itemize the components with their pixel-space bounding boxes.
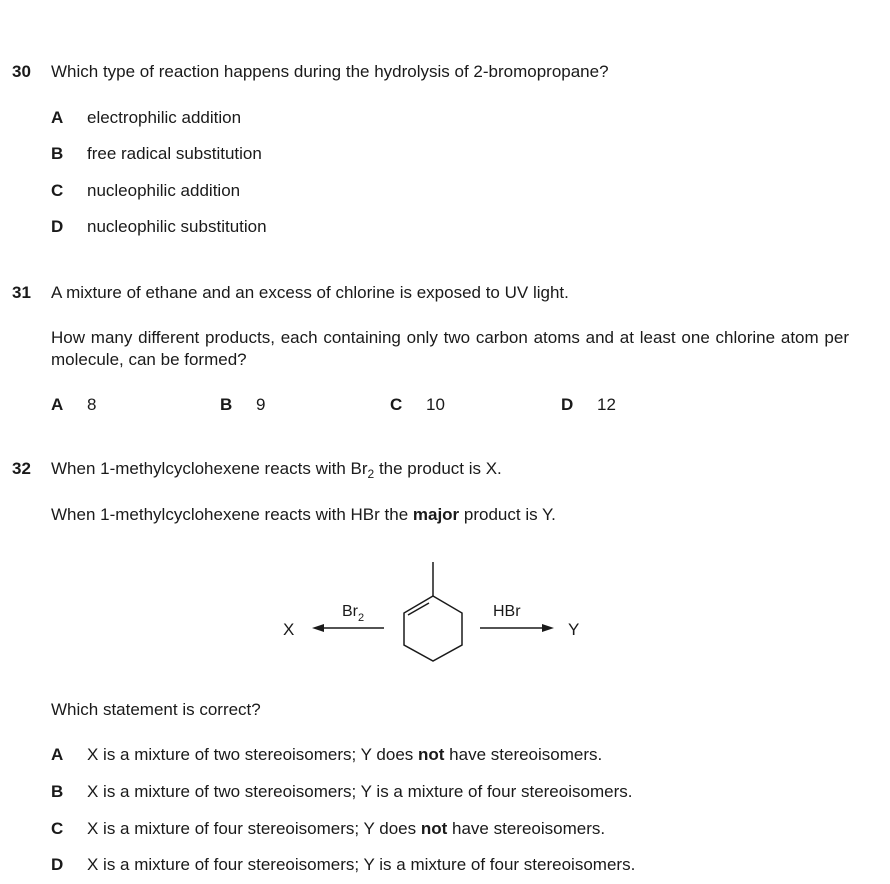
question-stem: A mixture of ethane and an excess of chlorine is exposed to UV light. <box>51 283 569 302</box>
question-stem: Which type of reaction happens during the hydrolysis of 2-bromopropane? <box>51 62 609 81</box>
option-letter[interactable]: C <box>390 395 403 414</box>
option-text[interactable]: free radical substitution <box>87 144 262 163</box>
option-letter[interactable]: A <box>51 395 64 414</box>
question-number: 32 <box>12 459 31 478</box>
option-text[interactable]: 9 <box>256 395 266 414</box>
option-text[interactable]: nucleophilic substitution <box>87 217 267 236</box>
arrowhead-left <box>312 624 324 632</box>
option-letter[interactable]: D <box>51 217 64 236</box>
product-y-label: Y <box>568 620 580 639</box>
option-letter[interactable]: A <box>51 745 64 764</box>
arrowhead-right <box>542 624 554 632</box>
option-text[interactable]: 12 <box>597 395 616 414</box>
option-text[interactable]: X is a mixture of four stereoisomers; Y is a mixture of four stereoisomers. <box>87 855 636 874</box>
option-letter[interactable]: B <box>220 395 233 414</box>
reagent-br2-label: $Br_2$ <box>342 603 365 624</box>
option-letter[interactable]: D <box>51 855 64 874</box>
product-x-label: X <box>283 620 295 639</box>
option-letter[interactable]: B <box>51 144 64 163</box>
option-letter[interactable]: D <box>561 395 574 414</box>
option-letter[interactable]: C <box>51 819 64 838</box>
question-text: How many different products, each containing only two carbon atoms and at least one chlorine atom per molecule, can be formed? <box>51 328 849 369</box>
option-text[interactable]: X is a mixture of four stereoisomers; Y does not have stereoisomers. <box>87 819 606 838</box>
option-text[interactable]: 10 <box>426 395 445 414</box>
option-letter[interactable]: B <box>51 782 64 801</box>
question-stem: When 1-methylcyclohexene reacts with $Br_2$ the product is X. <box>51 459 502 481</box>
question-number: 31 <box>12 283 31 302</box>
option-text[interactable]: electrophilic addition <box>87 108 242 127</box>
option-letter[interactable]: A <box>51 108 64 127</box>
option-text[interactable]: 8 <box>87 395 97 414</box>
option-text[interactable]: X is a mixture of two stereoisomers; Y is a mixture of four stereoisomers. <box>87 782 633 801</box>
question-stem-2: When 1-methylcyclohexene reacts with HBr the major product is Y. <box>51 505 556 524</box>
reagent-hbr-label: HBr <box>493 603 521 620</box>
option-text[interactable]: nucleophilic addition <box>87 181 241 200</box>
option-text[interactable]: X is a mixture of two stereoisomers; Y does not have stereoisomers. <box>87 745 603 764</box>
question-text: Which statement is correct? <box>51 700 261 719</box>
question-number: 30 <box>12 62 31 81</box>
methylcyclohexene-structure <box>404 562 462 661</box>
option-letter[interactable]: C <box>51 181 64 200</box>
reaction-scheme <box>270 552 600 672</box>
